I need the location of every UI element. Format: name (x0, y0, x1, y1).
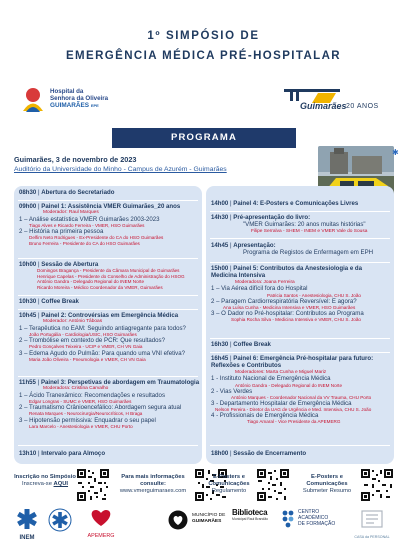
row-title: Painel 6: Emergência Pré-hospitalar para futuro: Reflexões e Contributos (211, 355, 374, 370)
row-time: 14h45 (211, 242, 229, 249)
program-row: 16h45 | Painel 6: Emergência Pré-hospitalar para futuro: Reflexões e Contributos Moderadores: Marta Cunha e Miguel Mariz 1 - Instituto Nacional de Emergência Médica António Gandra - Delegado Regional do INEM Norte 2 - Vias Verdes António Marques - Coordenador Nacional da VV Trauma, CHU Porto 3 - Departamento Hospitalar de Emergência Médica Nelson Pereira - Diretor da UAG de Urgência e Med. Intensiva, CHU S. João 4 - Profissionais de Emergência Médica Tiago Amaral - Vice Presidente da APEMERG (206, 355, 394, 425)
program-row: 14h45 | Apresentação: Programa de Registos de Enfermagem em EPH (206, 242, 394, 257)
speaker: António Marques - Coordenador Nacional da VV Trauma, CHU Porto (231, 394, 372, 400)
row-time: 14h30 (211, 214, 229, 221)
apemerg-label: APEMERG (87, 533, 115, 539)
speaker: Sophia Rocha Silva - Medicina Intensiva e VMER, CHU S. João (231, 317, 361, 323)
eposters-label-1: E-Posters e Comunicações (208, 474, 250, 487)
program-left-column (14, 186, 202, 464)
star-of-life-icon: ✱ (392, 148, 399, 157)
program-row: 09h00 | Painel 1: Assistência VMER Guimarães_20 anos Moderador: Raul Marques 1 – Análise estatística VMER Guimarães 2003-2023 Tiago Alves e Ricardo Ferreira - VMER, HSO Guimarães 2 – História na primeira pessoa Delfim Neto Rodrigues - Ex-Presidente do CA do HSO Guimarães Bruno Ferreira - Presidente do CA do HSO Guimarães (14, 203, 202, 246)
session-item: 4 - Profissionais de Emergência Médica (211, 412, 319, 420)
row-moderator: Moderador: António Tâboas (43, 319, 103, 325)
program-row: 11h55 | Painel 3: Perspetivas de abordagem em Traumatologia Moderadora: Cristina Carvalho 1 – Ácido Tranexâmico: Recomendações e resultados Edgar Longras - SUMC e VMER, HSO Guimarães 2 – Traumatismo Crânioencefálico: Abordagem segura atual Renata Marques - Neurocirurgia/Neurocríticos, H Braga 3 – Hipotensão permissiva: Enquadrar o seu papel Lara Marcelo - Anestesiologia e VMER, CHU Porto (19, 379, 200, 429)
speaker: Bruno Ferreira - Presidente do CA do HSO Guimarães (29, 240, 140, 246)
ehg-mark-icon (350, 508, 394, 530)
row-title: Apresentação: (233, 242, 276, 249)
inscription-link[interactable]: AQUI (53, 481, 69, 487)
star-of-life-icon (48, 508, 72, 532)
row-title: Coffee Break (233, 341, 271, 348)
session-item: 1 – Ácido Tranexâmico: Recomendações e resultados (19, 392, 165, 399)
speaker: Edgar Longras - SUMC e VMER, HSO Guimarães (29, 399, 132, 405)
biblioteca-line-2: Municipal Raul Brandão (232, 517, 268, 521)
speaker: Tiago Alves e Ricardo Ferreira - VMER, HSO Guimarães (29, 223, 145, 229)
session-item: 2 – Trombólise em contexto de PCR: Que resultados? (19, 337, 165, 345)
inem-logo (12, 508, 42, 541)
row-time: 16h45 (211, 355, 229, 362)
speaker: Renata Marques - Neurocirurgia/Neurocríticos, H Braga (29, 411, 143, 417)
session-item: 3 – Hipotensão permissiva: Enquadrar o seu papel (19, 416, 156, 424)
footer-info (116, 474, 190, 495)
session-item: 2 – História na primeira pessoa (19, 228, 104, 236)
inem-star-icon (12, 508, 42, 530)
speaker: Tiago Amaral - Vice Presidente da APEMERG (247, 419, 341, 425)
row-moderator: Moderadores: Marta Cunha e Miguel Mariz (235, 369, 327, 375)
row-title: Painel 4: E-Posters e Comunicações Livres (233, 200, 359, 207)
inscription-prefix: Inscreva-se (21, 481, 54, 487)
inscription-label: Inscrição no Simpósio (14, 474, 76, 480)
session-item: 1 – Via Aérea difícil fora do Hospital (211, 285, 308, 293)
row-time: 08h30 (19, 189, 37, 196)
biblioteca-logo (232, 508, 278, 532)
vmer-logo (284, 89, 394, 119)
row-title: Painel 5: Contributos da Anestesiologia e da Medicina Intensiva (211, 265, 363, 280)
row-title: Pré-apresentação do livro: (233, 214, 311, 221)
row-time: 09h00 (19, 203, 37, 210)
row-subtitle: "VMER Guimarães: 20 anos muitas histórias" (243, 221, 366, 229)
row-time: 15h00 (211, 265, 229, 272)
program-row: 10h30 | Coffee Break (19, 298, 79, 305)
program-row: 15h00 | Painel 5: Contributos da Anestesiologia e da Medicina Intensiva Moderadora: Joana Ferreira 1 – Via Aérea difícil fora do Hospital Patricia Santos - Anestesiologia, CHU S. João 2 – Paragem Cardiorrespiratória Reversível: E agora? Ana Luísa Cunha - Medicina Intensiva e VMER, HSO Guimarães 3 – O Dador no Pré-hospitalar: Contributos ao Programa Sophia Rocha Silva - Medicina Intensiva e VMER, CHU S. João (206, 265, 394, 322)
row-title: Sessão de Encerramento (233, 450, 307, 457)
title-line-2: EMERGÊNCIA MÉDICA PRÉ-HOSPITALAR (65, 50, 342, 62)
guest: Henrique Capelas - Presidente do Conselho de Administração do HSOG (37, 273, 185, 279)
eposters-submeter[interactable]: Submeter Resumo (302, 488, 352, 494)
centro-academico-icon (280, 508, 296, 528)
program-row: 18h00 | Sessão de Encerramento (211, 450, 307, 457)
session-item: 3 - Departamento Hospitalar de Emergência Médica (211, 400, 352, 407)
centro-line-2: ACADÉMICO (298, 515, 329, 521)
biblioteca-line-1: Biblioteca (232, 508, 268, 517)
session-item: 1 – Terapêutica no EAM: Seguindo antiagregante para todos? (19, 325, 186, 332)
hospital-logo-suffix: EPE (90, 103, 99, 108)
program-row: 16h30 | Coffee Break (211, 341, 271, 348)
vmer-years: 20 ANOS (346, 103, 379, 110)
qr-code-inscription-icon[interactable] (76, 468, 110, 502)
hospital-mark-icon (20, 86, 46, 114)
program-row: 13h10 | Intervalo para Almoço (19, 450, 106, 457)
event-date: Guimarães, 3 de novembro de 2023 (14, 155, 137, 164)
row-time: 14h00 (211, 200, 229, 207)
row-time: 10h00 (19, 261, 37, 268)
speaker: Lara Marcelo - Anestesiologia e VMER, CHU Porto (29, 423, 133, 429)
ehg-label: CASA da PERSONAL (354, 535, 390, 539)
programa-banner: PROGRAMA (112, 128, 296, 148)
session-item: 1 – Análise estatística VMER Guimarães 2003-2023 (19, 216, 160, 223)
municipio-line-1: MUNICÍPIO DE (192, 513, 226, 518)
event-venue-link[interactable]: Auditório da Universidade do Minho - Campus de Azurém - Guimarães (14, 166, 227, 173)
row-title: Coffee Break (41, 298, 79, 305)
row-title: Sessão de Abertura (41, 261, 99, 268)
centro-academico-logo (280, 508, 338, 534)
municipio-line-2: GUIMARÃES (192, 519, 222, 524)
speaker: Delfim Neto Rodrigues - Ex-Presidente do CA do HSO Guimarães (29, 235, 164, 241)
hospital-logo-line-2: Senhora da Oliveira (50, 95, 109, 102)
row-subtitle: Programa de Registos de Enfermagem em EPH (243, 249, 374, 257)
row-title: Painel 1: Assistência VMER Guimarães_20 anos (41, 203, 181, 210)
program-row: 14h00 | Painel 4: E-Posters e Comunicações Livres (211, 200, 359, 207)
eposters-label-2: E-Posters e Comunicações (306, 474, 348, 487)
speaker: Pedro Gonçalves Teixeira - UCIP e VMER, CH VN Gaia (29, 344, 143, 350)
row-time: 13h10 (19, 450, 37, 457)
program-row: 14h30 | Pré-apresentação do livro: "VMER Guimarães: 20 anos muitas histórias" Filipe Serralva - SHEM - INEM e VMER Vale do Sousa (206, 214, 394, 234)
row-title: Abertura do Secretariado (41, 189, 115, 196)
row-moderator: Moderadora: Joana Ferreira (235, 279, 295, 285)
centro-line-1: CENTRO (298, 509, 320, 515)
speaker: Maria João Oliveira - Pneumologia e VMER, CH VN Gaia (29, 356, 146, 362)
speaker: António Gandra - Delegado Regional do INEM Norte (235, 382, 342, 388)
guest: António Gandra - Delegado Regional do INEM Norte (37, 279, 144, 285)
speaker: Patricia Santos - Anestesiologia, CHU S. João (267, 292, 361, 298)
row-moderator: Moderadora: Cristina Carvalho (43, 386, 109, 392)
guest: Domingos Bragança - Presidente da Câmara Municipal de Guimarães (37, 268, 180, 274)
row-title: Intervalo para Almoço (41, 450, 106, 457)
row-title: Painel 2: Controvérsias em Emergência Médica (41, 312, 179, 319)
guest: Ricardo Moreira - Médico Coordenador da VMER, Guimarães (37, 284, 163, 290)
qr-code-regulamento-icon[interactable] (256, 468, 290, 502)
session-item: 2 – Paragem Cardiorrespiratória Reversível: E agora? (211, 297, 357, 305)
info-url[interactable]: www.vmerguimaraes.com (119, 488, 187, 494)
row-time: 16h30 (211, 341, 229, 348)
footer-inscription (14, 474, 76, 488)
speaker: Nelson Pereira - Diretor da UAG de Urgência e Med. Intensiva, CHU S. João (215, 407, 372, 413)
eposters-regulamento[interactable]: Regulamento (211, 488, 247, 494)
row-title: Painel 3: Perspetivas de abordagem em Traumatologia (40, 379, 200, 386)
session-item: 1 - Instituto Nacional de Emergência Médica (211, 375, 331, 383)
row-moderator: Moderador: Raul Marques (43, 210, 99, 216)
speaker: Filipe Serralva - SHEM - INEM e VMER Vale do Sousa (251, 228, 368, 234)
hospital-logo-line-1: Hospital da (50, 88, 84, 95)
speaker: João Portugália - Cardiologia/USIC, HSO Guimarães (29, 332, 137, 338)
program-right-column (206, 186, 394, 464)
footer-eposters-submeter (298, 474, 356, 495)
centro-line-3: DE FORMAÇÃO (298, 521, 336, 527)
session-item: 3 – O Dador no Pré-hospitalar: Contributos ao Programa (211, 310, 364, 317)
row-time: 10h45 (19, 312, 37, 319)
program-row: 10h45 | Painel 2: Controvérsias em Emergência Médica Moderador: António Tâboas 1 – Terapêutica no EAM: Seguindo antiagregante para todos? João Portugália - Cardiologia/USIC, HSO Guimarães 2 – Trombólise em contexto de PCR: Que resultados? Pedro Gonçalves Teixeira - UCIP e VMER, CH VN Gaia 3 – Edema Agudo do Pulmão: Para quando uma VNI efetiva? Maria João Oliveira - Pneumologia e VMER, CH VN Gaia (14, 312, 202, 362)
session-item: 3 – Edema Agudo do Pulmão: Para quando uma VNI efetiva? (19, 349, 185, 357)
title-line-1: 1º SIMPÓSIO DE (147, 30, 260, 42)
program-row: 10h00 | Sessão de Abertura Domingos Bragança - Presidente da Câmara Municipal de Guimarães Henrique Capelas - Presidente do Conselho de Administração do HSOG António Gandra - Delegado Regional do INEM Norte Ricardo Moreira - Médico Coordenador da VMER, Guimarães (14, 261, 202, 290)
row-time: 10h30 (19, 298, 37, 305)
hospital-logo (20, 84, 120, 118)
footer-eposters-regulamento (206, 474, 252, 495)
municipio-heart-icon (168, 510, 188, 530)
inem-label: INEM (19, 535, 35, 541)
apemerg-heart-icon (84, 508, 118, 528)
apemerg-logo (84, 508, 118, 538)
vmer-logo-text: Guimarães (300, 101, 347, 111)
hospital-logo-line-3: GUIMARÃES (50, 102, 90, 109)
session-item: 2 - Vias Verdes (211, 387, 253, 395)
qr-code-submeter-icon[interactable] (360, 468, 394, 502)
row-time: 11h55 (19, 379, 36, 386)
info-label: Para mais informações consulte: (121, 474, 185, 487)
session-item: 2 – Traumatismo Crânioencefálico: Abordagem segura atual (19, 404, 182, 412)
speaker: Ana Luísa Cunha - Medicina Intensiva e VMER, HSO Guimarães (223, 304, 356, 310)
row-time: 18h00 (211, 450, 229, 457)
program-row: 08h30 | Abertura do Secretariado (19, 189, 115, 196)
municipio-logo (168, 508, 230, 532)
partner-star-logo (48, 508, 72, 534)
ehg-logo (350, 508, 394, 538)
